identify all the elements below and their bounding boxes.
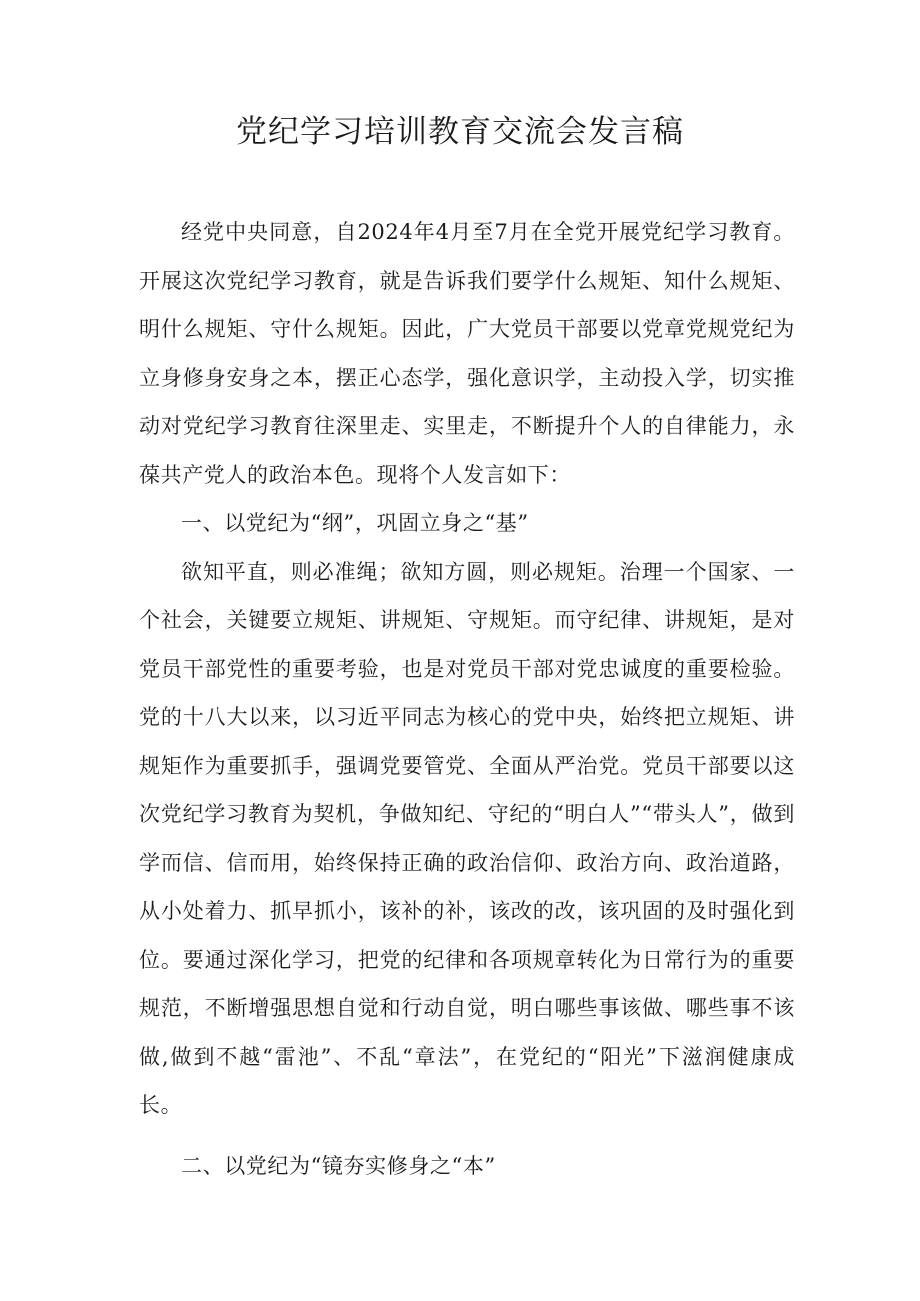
section-heading-1: 一、以党纪为“纲”，巩固立身之“基”: [181, 511, 529, 535]
document-title: 党纪学习培训教育交流会发言稿: [236, 114, 684, 150]
document-body: [139, 208, 795, 1190]
section-heading-2: 二、以党纪为“镜夯实修身之“本”: [181, 1153, 496, 1178]
section-1-paragraph: 欲知平直，则必准绳；欲知方圆，则必规矩。治理一个国家、一个社会，关键要立规矩、讲规矩、守规矩。而守纪律、讲规矩，是对党员干部党性的重要考验，也是对党员干部对党忠诚度的重要检验。党的十八大以来，以习近平同志为核心的党中央，始终把立规矩、讲规矩作为重要抓手，强调党要管党、全面从严治党。党员干部要以这次党纪学习教育为契机，争做知纪、守纪的“明白人”“带头人”，做到学而信、信而用，始终保持正确的政治信仰、政治方向、政治道路，从小处着力、抓早抓小，该补的补，该改的改，该巩固的及时强化到位。要通过深化学习，把党的纪律和各项规章转化为日常行为的重要规范，不断增强思想自觉和行动自觉，明白哪些事该做、哪些事不该做,做到不越“雷池”、不乱“章法”，在党纪的“阳光”下滋润健康成长。: [139, 559, 795, 1117]
intro-paragraph: 经党中央同意，自2024年4月至7月在全党开展党纪学习教育。开展这次党纪学习教育，就是告诉我们要学什么规矩、知什么规矩、明什么规矩、守什么规矩。因此，广大党员干部要以党章党规党纪为立身修身安身之本，摆正心态学，强化意识学，主动投入学，切实推动对党纪学习教育往深里走、实里走，不断提升个人的自律能力，永葆共产党人的政治本色。现将个人发言如下：: [139, 220, 795, 487]
